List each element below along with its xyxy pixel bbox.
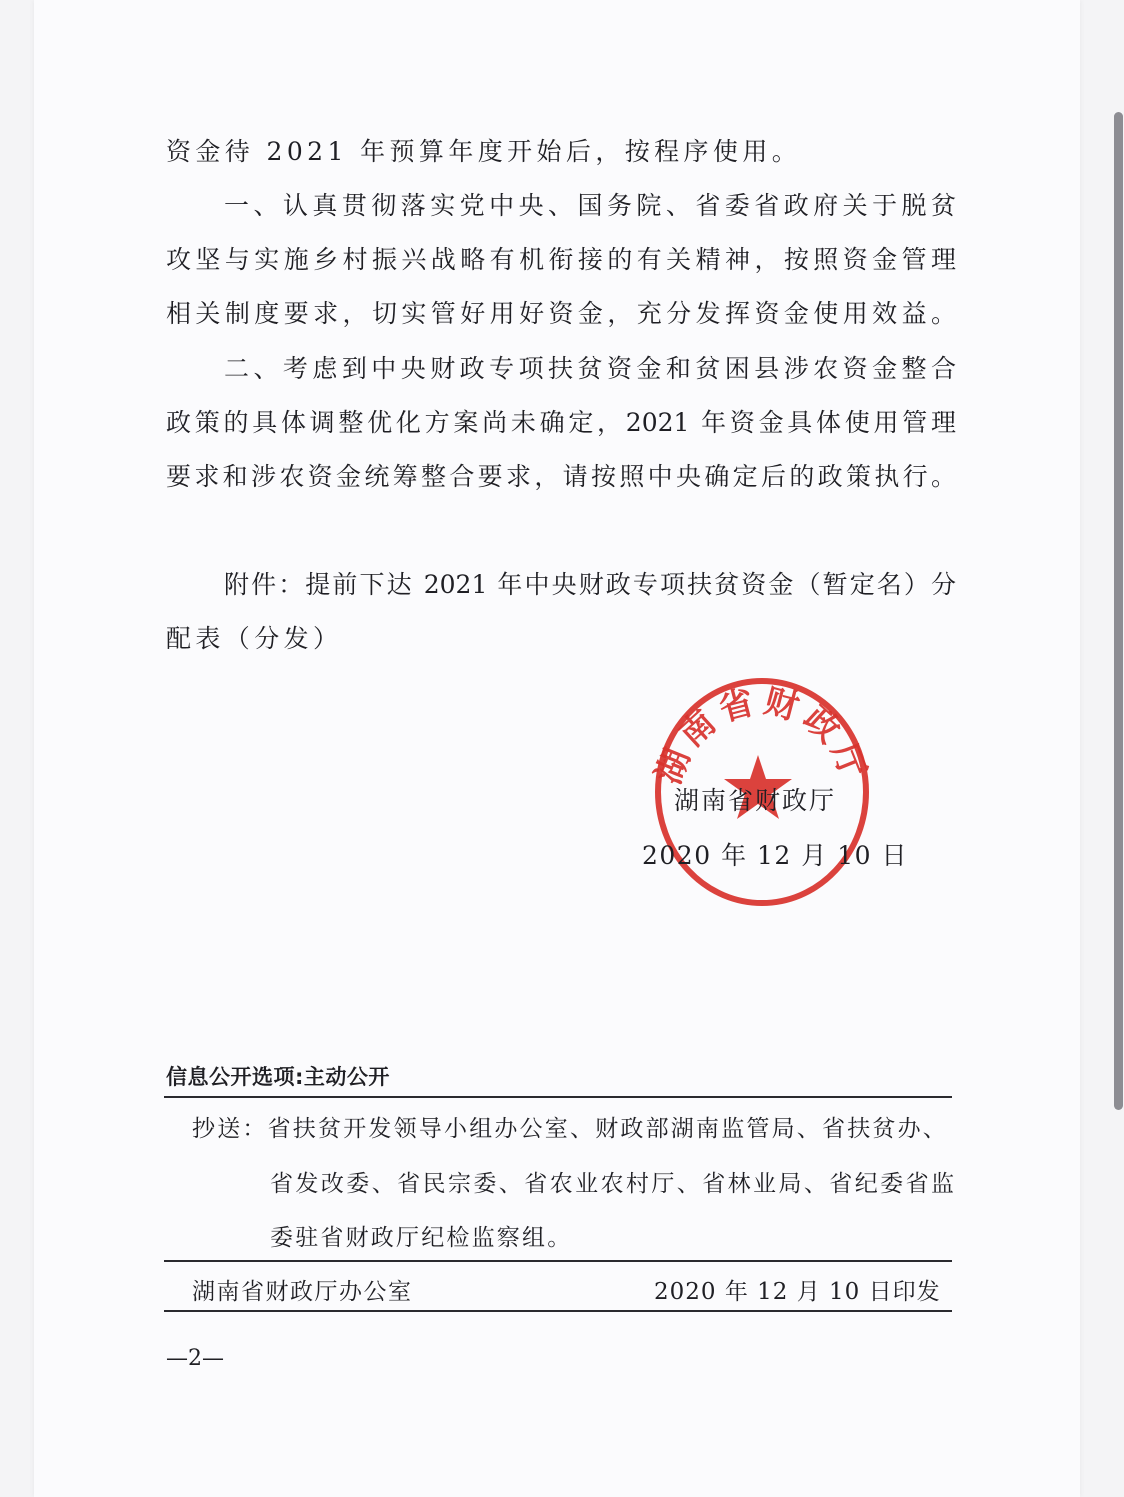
divider-bottom [164,1310,952,1312]
signature-org: 湖南省财政厅 [674,786,837,815]
issuer: 湖南省财政厅办公室 [192,1279,413,1305]
paragraph-one-line-2: 攻坚与实施乡村振兴战略有机衔接的有关精神，按照资金管理 [166,245,956,274]
paragraph-one-line-1: 一、认真贯彻落实党中央、国务院、省委省政府关于脱贫 [224,191,956,220]
disclosure-option: 信息公开选项:主动公开 [166,1065,390,1089]
scrollbar[interactable] [1114,112,1123,1110]
page-number: —2— [166,1346,224,1371]
divider-middle [164,1260,952,1262]
seal-arc-text: 湖南省财政厅 [650,680,874,790]
signature-date: 2020 年 12 月 10 日 [642,841,908,870]
paragraph-two-line-1: 二、考虑到中央财政专项扶贫资金和贫困县涉农资金整合 [224,354,956,383]
issue-date: 2020 年 12 月 10 日印发 [654,1279,941,1305]
cc-line-2: 省发改委、省民宗委、省农业农村厅、省林业局、省纪委省监 [270,1171,954,1197]
paragraph-two-line-2: 政策的具体调整优化方案尚未确定，2021 年资金具体使用管理 [166,408,956,437]
document-page [34,0,1080,1497]
paragraph-two-line-3: 要求和涉农资金统筹整合要求，请按照中央确定后的政策执行。 [166,462,956,491]
cc-line-1: 抄送：省扶贫开发领导小组办公室、财政部湖南监管局、省扶贫办、 [192,1116,948,1142]
paragraph-one-line-3: 相关制度要求，切实管好用好资金，充分发挥资金使用效益。 [166,299,956,328]
paragraph-intro-end: 资金待 2021 年预算年度开始后，按程序使用。 [166,137,802,166]
attachment-line-1: 附件：提前下达 2021 年中央财政专项扶贫资金（暂定名）分 [224,570,956,599]
cc-line-3: 委驻省财政厅纪检监察组。 [270,1225,573,1251]
divider-top [164,1096,952,1098]
attachment-line-2: 配表（分发） [166,624,343,653]
